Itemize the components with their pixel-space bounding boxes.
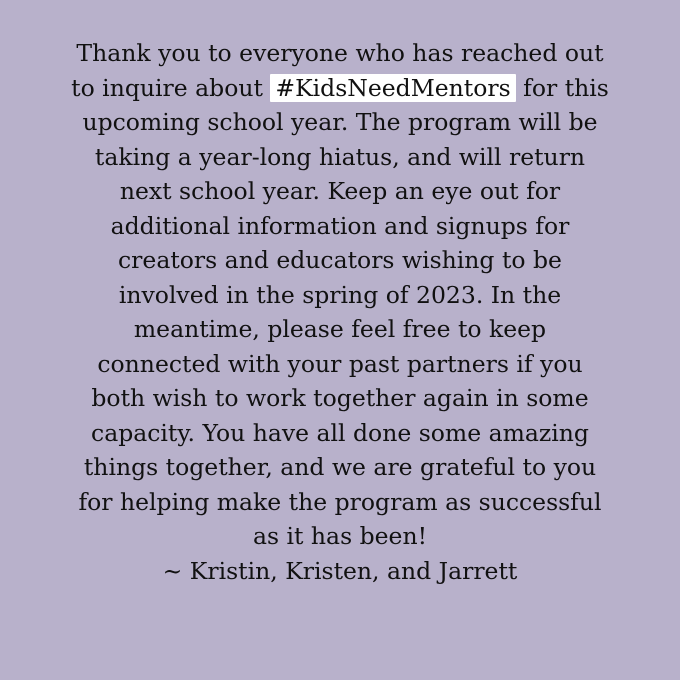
signature: ~ Kristin, Kristen, and Jarrett (162, 556, 518, 585)
text-line: next school year. Keep an eye out for (119, 177, 561, 205)
text-line: creators and educators wishing to be (118, 246, 562, 274)
text-line: for helping make the program as successful (78, 487, 602, 516)
text-line: connected with your past partners if you (97, 349, 583, 378)
text-line: taking a year-long hiatus, and will return (94, 142, 586, 171)
text-line: things together, and we are grateful to you (83, 453, 597, 481)
text-line: meantime, please feel free to keep (133, 315, 547, 343)
text-line: as it has been! (252, 522, 428, 550)
text-line-with-hashtag (20, 71, 660, 106)
hashtag-kidsneedmentors: #KidsNeedMentors (270, 74, 515, 102)
text-fragment: for this (515, 73, 609, 102)
text-line: capacity. You have all done some amazing (91, 418, 589, 447)
text-line: upcoming school year. The program will be (82, 108, 598, 136)
text-fragment: to inquire about (71, 73, 271, 102)
text-line: Thank you to everyone who has reached out (76, 39, 604, 67)
text-line: both wish to work together again in some (91, 384, 589, 412)
text-line: involved in the spring of 2023. In the (118, 280, 562, 309)
text-line: additional information and signups for (110, 211, 570, 240)
announcement-text (20, 36, 660, 588)
